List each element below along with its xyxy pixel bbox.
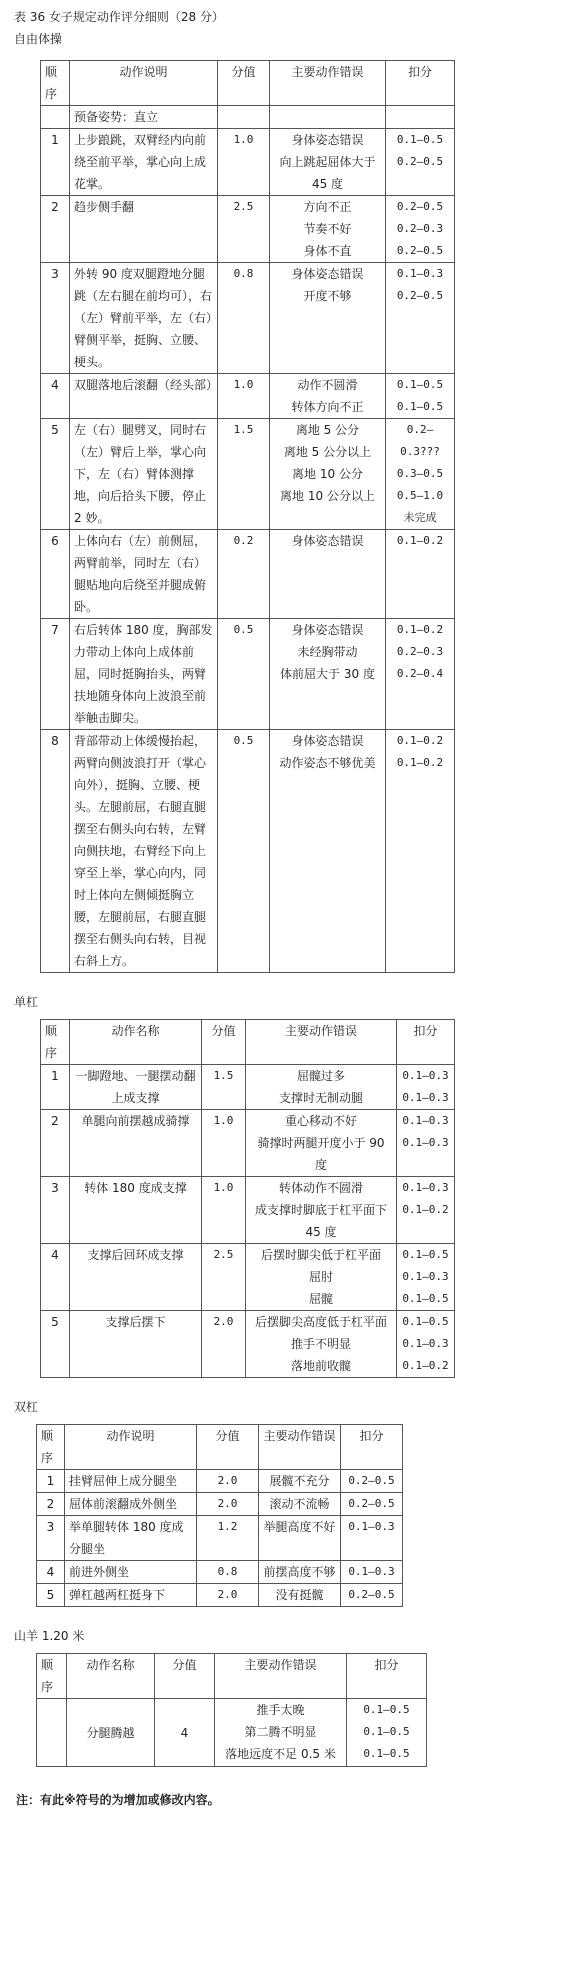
table-row [37,1516,403,1561]
header-score: 分值 [218,61,270,106]
row-name: 一脚蹬地、一腿摆动翻上成支撑 [70,1065,202,1110]
row-deduct: 0.1—0.2 0.2—0.3 0.2—0.4 [386,619,455,730]
table-row [37,1470,403,1493]
row-deduct: 0.1—0.5 0.1—0.5 [386,374,455,419]
row-errors: 屈髋过多 支撑时无制动腿 [246,1065,397,1110]
row-errors: 前摆高度不够 [259,1561,341,1584]
row-seq: 1 [37,1470,65,1493]
row-name: 支撑后回环成支撑 [70,1244,202,1311]
free-exercise-table [40,60,455,973]
row-deduct: 0.1—0.3 0.2—0.5 [386,263,455,374]
row-desc: 背部带动上体缓慢抬起，两臂向侧波浪打开（掌心向外），挺胸、立腰、梗头。左腿前屈，右腿直腿摆至右侧头向右转，左臂向侧扶地，右臂经下向上穿至上举，掌心向内，同时上体向左侧倾挺胸立腰，左腿前屈，右腿直腿摆至右侧头向右转，目视右斜上方。 [70,730,218,973]
row-seq: 4 [41,374,70,419]
header-desc: 动作说明 [65,1425,197,1470]
row-seq: 1 [41,1065,70,1110]
row-seq: 4 [41,1244,70,1311]
row-score: 2.5 [202,1244,246,1311]
row-score: 1.2 [197,1516,259,1561]
document-title: 表 36 女子规定动作评分细则（28 分） [14,10,224,24]
row-deduct: 0.1—0.5 0.2—0.5 [386,129,455,196]
row-score: 1.0 [202,1177,246,1244]
row-desc: 趋步侧手翻 [70,196,218,263]
row-deduct: 0.1—0.3 0.1—0.3 [397,1110,455,1177]
row-score: 0.2 [218,530,270,619]
row-score: 1.5 [202,1065,246,1110]
row-errors: 方向不正 节奏不好 身体不直 [270,196,386,263]
row-deduct: 0.1—0.3 [341,1561,403,1584]
parallel-bars-rows [37,1470,403,1607]
row-seq: 1 [41,129,70,196]
row-seq: 2 [41,1110,70,1177]
table-row [41,196,455,263]
header-name: 动作名称 [67,1654,155,1699]
table-row [41,730,455,973]
vault-move-name: 分腿腾越 [67,1699,155,1767]
footnote: 注：有此※符号的为增加或修改内容。 [16,1793,220,1807]
row-score: 1.5 [218,419,270,530]
prep-posture: 预备姿势：直立 [70,106,218,129]
row-seq: 6 [41,530,70,619]
row-deduct: 0.2—0.5 [341,1584,403,1607]
row-desc: 外转 90 度双腿蹬地分腿跳（左右腿在前均可），右（左）臂前平举，左（右）臂侧平举，挺胸、立腰、梗头。 [70,263,218,374]
table-row [41,419,455,530]
header-errors: 主要动作错误 [270,61,386,106]
table-row [41,1065,455,1110]
row-deduct: 0.1—0.2 [386,530,455,619]
horizontal-bar-rows [41,1065,455,1378]
section-title-free-exercise: 自由体操 [14,32,63,46]
row-desc: 上体向右（左）前侧屈，两臂前举，同时左（右）腿贴地向后绕至并腿成俯卧。 [70,530,218,619]
table-row [41,1177,455,1244]
header-deduct: 扣分 [341,1425,403,1470]
row-errors: 身体姿态错误 [270,530,386,619]
row-errors: 动作不圆滑 转体方向不正 [270,374,386,419]
row-errors: 举腿高度不好 [259,1516,341,1561]
section-title-horizontal-bar: 单杠 [14,995,39,1009]
row-desc: 弹杠越两杠挺身下 [65,1584,197,1607]
row-seq: 8 [41,730,70,973]
row-errors: 重心移动不好 骑撑时两腿开度小于 90 度 [246,1110,397,1177]
header-seq: 顺序 [41,61,70,106]
table-header-row [37,1654,427,1699]
table-row [41,129,455,196]
table-row [41,530,455,619]
table-row [41,1311,455,1378]
row-desc: 上步踉跳，双臂经内向前绕至前平举，掌心向上成花掌。 [70,129,218,196]
header-score: 分值 [155,1654,215,1699]
row-desc: 左（右）腿劈叉，同时右（左）臂后上举，掌心向下，左（右）臂体测撑地，向后拾头下腰，停止 2 妙。 [70,419,218,530]
table-header-row [37,1425,403,1470]
row-score: 2.0 [202,1311,246,1378]
table-header-row [41,61,455,106]
row-score: 0.8 [197,1561,259,1584]
row-score: 2.0 [197,1584,259,1607]
row-desc: 前进外侧坐 [65,1561,197,1584]
table-row [41,374,455,419]
row-score: 1.0 [202,1110,246,1177]
row-deduct: 0.1—0.3 [341,1516,403,1561]
header-deduct: 扣分 [397,1020,455,1065]
row-errors: 滚动不流畅 [259,1493,341,1516]
row-deduct: 0.2— 0.3??? 0.3—0.5 0.5—1.0 未完成 [386,419,455,530]
header-errors: 主要动作错误 [215,1654,347,1699]
header-deduct: 扣分 [347,1654,427,1699]
header-score: 分值 [197,1425,259,1470]
section-title-parallel-bars: 双杠 [14,1400,39,1414]
row-errors: 展髋不充分 [259,1470,341,1493]
row-seq: 2 [41,196,70,263]
row-score: 0.5 [218,730,270,973]
horizontal-bar-table [40,1019,455,1378]
row-seq: 4 [37,1561,65,1584]
row-score: 2.5 [218,196,270,263]
header-deduct: 扣分 [386,61,455,106]
header-seq: 顺序 [41,1020,70,1065]
row-name: 转体 180 度成支撑 [70,1177,202,1244]
row-desc: 右后转体 180 度，胸部发力带动上体向上成体前屈，同时挺胸抬头，两臂扶地随身体向上波浪至前举触击脚尖。 [70,619,218,730]
table-row [37,1493,403,1516]
row-deduct: 0.1—0.5 0.1—0.3 0.1—0.2 [397,1311,455,1378]
table-row [41,619,455,730]
row-name: 支撑后摆下 [70,1311,202,1378]
vault-score: 4 [155,1699,215,1767]
row-errors: 后摆脚尖高度低于杠平面 推手不明显 落地前收髋 [246,1311,397,1378]
header-name: 动作名称 [70,1020,202,1065]
row-seq: 2 [37,1493,65,1516]
row-score: 0.5 [218,619,270,730]
row-deduct: 0.2—0.5 [341,1470,403,1493]
table-row [37,1699,427,1767]
table-row [37,1584,403,1607]
row-deduct: 0.2—0.5 0.2—0.3 0.2—0.5 [386,196,455,263]
table-row [41,1244,455,1311]
row-deduct: 0.1—0.5 0.1—0.3 0.1—0.5 [397,1244,455,1311]
row-errors: 没有挺髋 [259,1584,341,1607]
vault-table [36,1653,427,1767]
row-desc: 屈体前滚翻成外侧坐 [65,1493,197,1516]
row-deduct: 0.1—0.3 0.1—0.3 [397,1065,455,1110]
row-seq: 7 [41,619,70,730]
header-seq: 顺序 [37,1654,67,1699]
row-desc: 举单腿转体 180 度成分腿坐 [65,1516,197,1561]
row-score: 0.8 [218,263,270,374]
row-desc: 双腿落地后滚翻（经头部） [70,374,218,419]
vault-deduct: 0.1—0.5 0.1—0.5 0.1—0.5 [347,1699,427,1767]
row-errors: 转体动作不圆滑 成支撑时脚底于杠平面下 45 度 [246,1177,397,1244]
row-deduct: 0.1—0.3 0.1—0.2 [397,1177,455,1244]
section-title-vault: 山羊 1.20 米 [14,1629,85,1643]
vault-errors: 推手太晚 第二腾不明显 落地远度不足 0.5 米 [215,1699,347,1767]
header-desc: 动作说明 [70,61,218,106]
table-row [41,263,455,374]
row-score: 2.0 [197,1470,259,1493]
table-row [41,106,455,129]
header-errors: 主要动作错误 [246,1020,397,1065]
header-seq: 顺序 [37,1425,65,1470]
row-seq: 5 [37,1584,65,1607]
row-seq: 3 [37,1516,65,1561]
row-score: 2.0 [197,1493,259,1516]
row-seq: 5 [41,1311,70,1378]
row-errors: 后摆时脚尖低于杠平面 屈肘 屈髋 [246,1244,397,1311]
row-seq: 5 [41,419,70,530]
table-row [41,1110,455,1177]
row-errors: 身体姿态错误 未经胸带动 体前屈大于 30 度 [270,619,386,730]
parallel-bars-table [36,1424,403,1607]
row-score: 1.0 [218,129,270,196]
table-header-row [41,1020,455,1065]
row-score: 1.0 [218,374,270,419]
row-deduct: 0.1—0.2 0.1—0.2 [386,730,455,973]
free-exercise-rows [41,129,455,973]
row-errors: 离地 5 公分 离地 5 公分以上 离地 10 公分 离地 10 公分以上 [270,419,386,530]
table-row [37,1561,403,1584]
row-deduct: 0.2—0.5 [341,1493,403,1516]
row-seq: 3 [41,263,70,374]
row-errors: 身体姿态错误 开度不够 [270,263,386,374]
header-errors: 主要动作错误 [259,1425,341,1470]
header-score: 分值 [202,1020,246,1065]
row-desc: 挂臂屈伸上成分腿坐 [65,1470,197,1493]
row-errors: 身体姿态错误 向上跳起屈体大于 45 度 [270,129,386,196]
row-name: 单腿向前摆越成骑撑 [70,1110,202,1177]
row-errors: 身体姿态错误 动作姿态不够优美 [270,730,386,973]
row-seq: 3 [41,1177,70,1244]
